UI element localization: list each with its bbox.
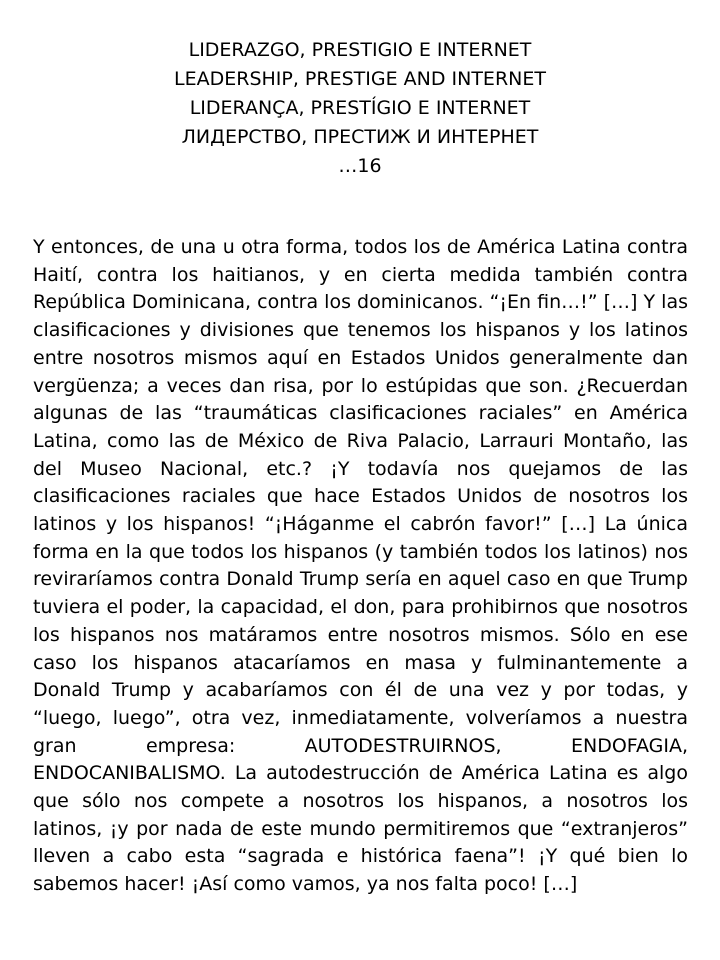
title-portuguese: LIDERANÇA, PRESTÍGIO E INTERNET [189,97,531,119]
title-spanish: LIDERAZGO, PRESTIGIO E INTERNET [188,39,532,61]
page-number: …16 [338,155,382,177]
title-russian: ЛИДЕРСТВО, ПРЕСТИЖ И ИНТЕРНЕТ [181,126,539,148]
title-block [0,36,720,181]
title-english: LEADERSHIP, PRESTIGE AND INTERNET [174,68,546,90]
body-paragraph: Y entonces, de una u otra forma, todos los de América Latina contra Haití, contra los haitianos, y en cierta medida también contra República Dominicana, contra los dominicanos. “¡En fin…!” […] Y las clasificaciones y divisiones que tenemos los hispanos y los latinos entre nosotros mismos aquí en Estados Unidos generalmente dan vergüenza; a veces dan risa, por lo estúpidas que son. ¿Recuerdan algunas de las “traumáticas clasificaciones raciales” en América Latina, como las de México de Riva Palacio, Larrauri Montaño, las del Museo Nacional, etc.? ¡Y todavía nos quejamos de las clasificaciones raciales que hace Estados Unidos de nosotros los latinos y los hispanos! “¡Háganme el cabrón favor!” […] La única forma en la que todos los hispanos (y también todos los latinos) nos reviraríamos contra Donald Trump sería en aquel caso en que Trump tuviera el poder, la capacidad, el don, para prohibirnos que nosotros los hispanos nos matáramos entre nosotros mismos. Sólo en ese caso los hispanos atacaríamos en masa y fulminantemente a Donald Trump y acabaríamos con él de una vez y por todas, y “luego, luego”, otra vez, inmediatamente, volveríamos a nuestra gran empresa: AUTODESTRUIRNOS, ENDOFAGIA, ENDOCANIBALISMO. La autodestrucción de América Latina es algo que sólo nos compete a nosotros los hispanos, a nosotros los latinos, ¡y por nada de este mundo permitiremos que “extranjeros” lleven a cabo esta “sagrada e histórica faena”! ¡Y qué bien lo sabemos hacer! ¡Así como vamos, ya nos falta poco! […] [33,236,688,896]
